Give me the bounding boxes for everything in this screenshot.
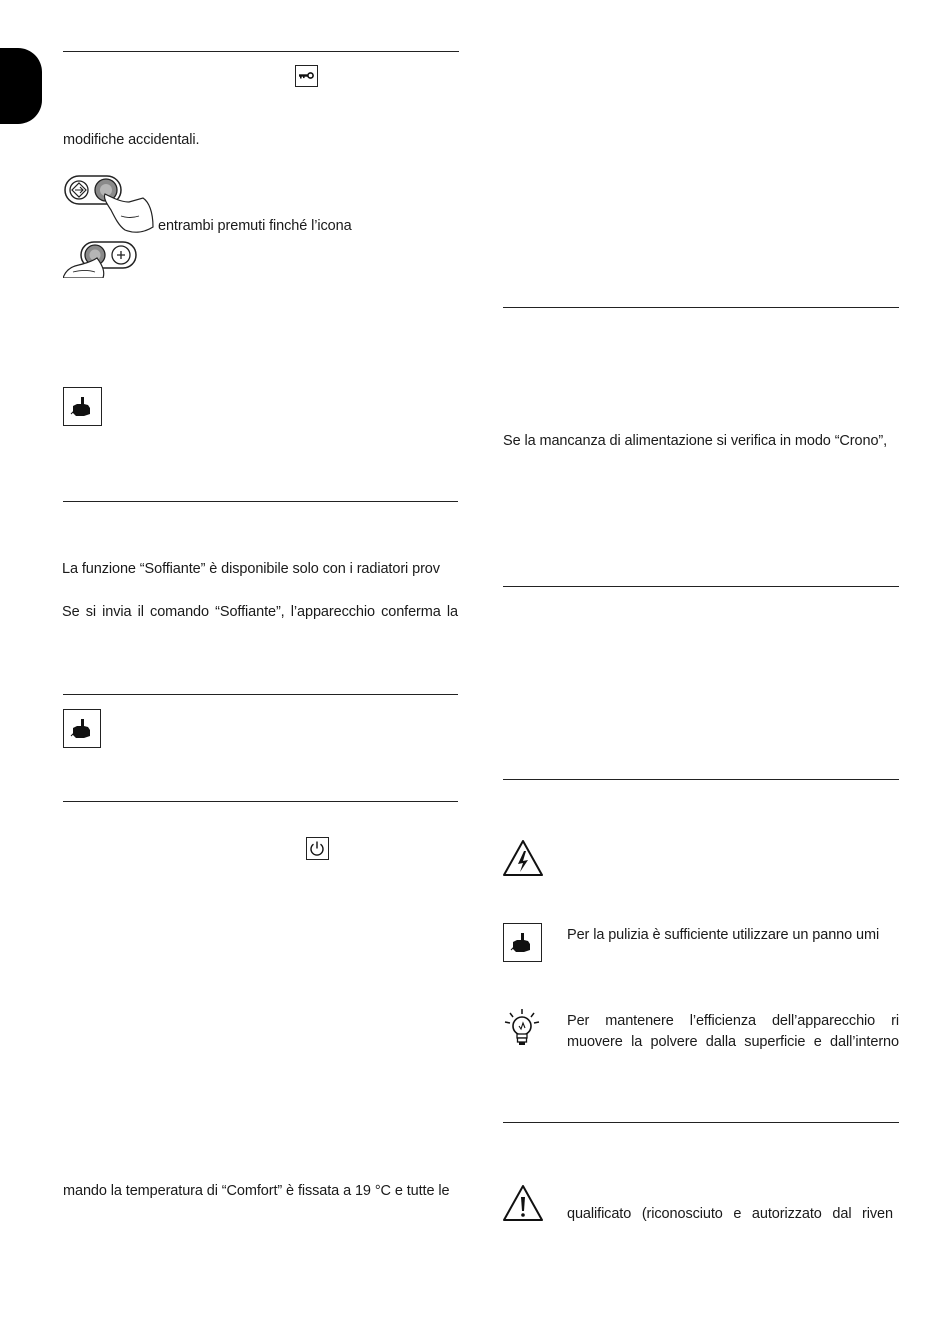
electric-hazard-icon: [502, 839, 544, 877]
divider-maintenance-section: [503, 779, 899, 780]
soffiante-paragraph-1: La funzione “Soffiante” è disponibile solo con i radiatori prov: [62, 561, 440, 577]
efficiency-text-line-2: muovere la polvere dalla superficie e dall’interno: [567, 1034, 899, 1050]
divider-soffiante-section: [63, 501, 458, 502]
divider-right-section-2: [503, 586, 899, 587]
keypad-caption: entrambi premuti finché l’icona: [158, 218, 352, 234]
power-failure-text: Se la mancanza di alimentazione si verifica in modo “Crono”,: [503, 433, 888, 449]
hand-note-icon: [63, 709, 101, 748]
lightbulb-icon: [502, 1006, 542, 1050]
key-icon: [295, 65, 318, 87]
divider-key-section: [63, 51, 459, 52]
efficiency-text-line-1: Per mantenere l’efficienza dell’apparecchio ri: [567, 1013, 899, 1029]
warning-triangle-icon: [502, 1184, 544, 1222]
soffiante-paragraph-2: Se si invia il comando “Soffiante”, l’apparecchio conferma la: [62, 604, 458, 620]
comfort-temperature-text: mando la temperatura di “Comfort” è fissata a 19 °C e tutte le: [63, 1183, 450, 1199]
hand-note-icon: [63, 387, 102, 426]
keypad-illustration: [63, 172, 158, 278]
page-tab: [0, 48, 42, 124]
cleaning-text: Per la pulizia è sufficiente utilizzare un panno umi: [567, 927, 880, 943]
service-text: qualificato (riconosciuto e autorizzato dal riven: [567, 1206, 893, 1222]
divider-service-section: [503, 1122, 899, 1123]
power-icon: [306, 837, 329, 860]
divider-note-section: [63, 694, 458, 695]
divider-power-failure-section: [503, 307, 899, 308]
hand-note-icon: [503, 923, 542, 962]
divider-power-section: [63, 801, 458, 802]
key-section-text: modifiche accidentali.: [63, 132, 200, 148]
